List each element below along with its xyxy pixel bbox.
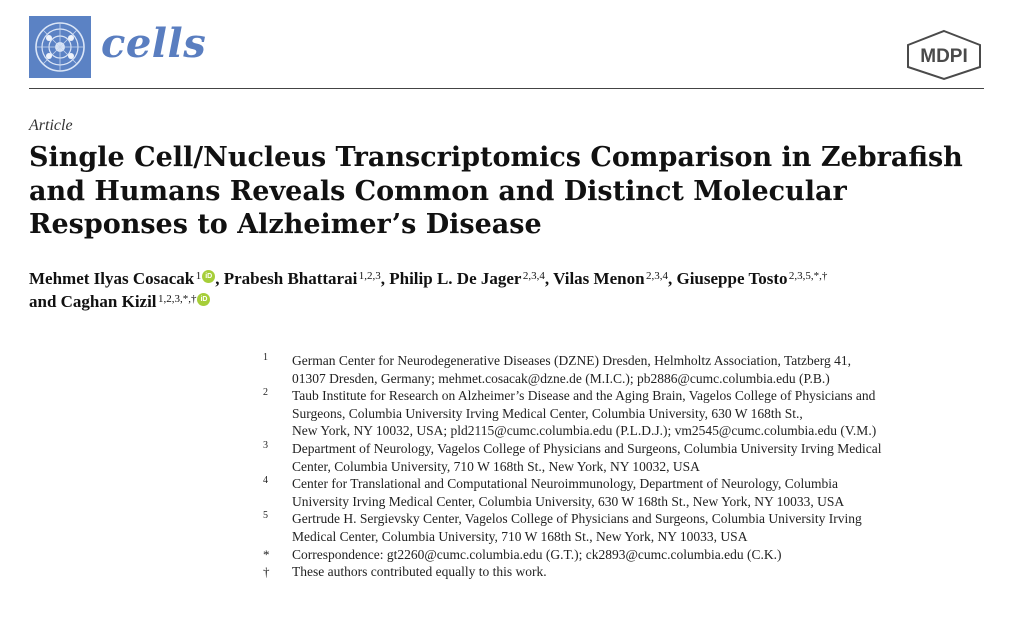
equal-contribution-mark: † <box>263 564 270 580</box>
orcid-icon[interactable]: iD <box>202 270 215 283</box>
author-affiliation-sup: 1,2,3 <box>358 270 381 282</box>
author-affiliation-sup: 1 <box>195 270 202 282</box>
author-name[interactable]: Philip L. De Jager <box>389 269 522 288</box>
affiliation-number: 4 <box>263 475 268 487</box>
affiliation-list <box>263 352 1003 581</box>
mdpi-logo[interactable] <box>904 29 984 81</box>
affiliation-number: 5 <box>263 510 268 522</box>
affiliation-text: German Center for Neurodegenerative Diseases (DZNE) Dresden, Helmholtz Association, Tatzberg 41, 01307 Dresden, Germany; mehmet.cosacak@dzne.de (M.I.C.); pb2886@cumc.columbia.edu (P.B.) <box>292 353 851 386</box>
author-line <box>29 290 999 313</box>
affiliation-text: Department of Neurology, Vagelos College of Physicians and Surgeons, Columbia University Irving Medical Center, Columbia University, 710 W 168th St., New York, NY 10032, USA <box>292 440 882 474</box>
author-name[interactable]: and Caghan Kizil <box>29 292 157 311</box>
affiliation-item <box>263 475 1003 510</box>
author-name[interactable]: Giuseppe Tosto <box>676 269 788 288</box>
article-title <box>29 141 989 242</box>
correspondence-item <box>263 546 1003 564</box>
affiliation-item <box>263 510 1003 545</box>
orcid-icon[interactable]: iD <box>197 293 210 306</box>
author-line: Mehmet Ilyas Cosacak $^1$ iD , Prabesh Bhattarai $^{1,2,3}$, Philip L. De Jager $^{2,3,4}$, Vilas Menon $^{2,3,4}$, Giuseppe Tosto $^{2,3,5,*,\dagger}$ <box>29 269 828 288</box>
mdpi-logo-text: MDPI <box>920 46 968 67</box>
author-affiliation-sup: 2,3,4 <box>522 270 545 282</box>
title-line: Single Cell/Nucleus Transcriptomics Comparison in Zebrafish <box>29 142 963 173</box>
affiliation-number: 2 <box>263 387 268 399</box>
title-line: and Humans Reveals Common and Distinct Molecular <box>29 175 847 207</box>
author-name[interactable]: Prabesh Bhattarai <box>223 269 358 288</box>
journal-header <box>29 16 984 88</box>
affiliation-item <box>263 387 1003 440</box>
equal-contribution-text: These authors contributed equally to this work. <box>292 564 547 580</box>
author-name[interactable]: Mehmet Ilyas Cosacak <box>29 269 195 288</box>
author-affiliation-sup: 1,2,3,*,† <box>157 293 197 305</box>
equal-contribution-item <box>263 563 1003 581</box>
affiliation-number: 3 <box>263 439 268 451</box>
author-affiliation-sup: 2,3,4 <box>645 270 668 282</box>
affiliation-item <box>263 352 1003 387</box>
affiliation-item <box>263 440 1003 475</box>
correspondence-mark: * <box>263 546 270 562</box>
article-type: Article <box>29 117 73 134</box>
author-name[interactable]: Vilas Menon <box>553 269 645 288</box>
author-list <box>29 267 999 313</box>
header-divider <box>29 88 984 89</box>
affiliation-number: 1 <box>263 352 268 363</box>
affiliation-text: Gertrude H. Sergievsky Center, Vagelos College of Physicians and Surgeons, Columbia University Irving Medical Center, Columbia University, 710 W 168th St., New York, NY 10033, USA <box>292 511 862 544</box>
correspondence-text: Correspondence: gt2260@cumc.columbia.edu (G.T.); ck2893@cumc.columbia.edu (C.K.) <box>292 546 782 562</box>
title-line: Responses to Alzheimer’s Disease <box>29 209 542 240</box>
affiliation-text: Taub Institute for Research on Alzheimer’s Disease and the Aging Brain, Vagelos College of Physicians and Surgeons, Columbia University Irving Medical Center, Columbia University, 630 W 168th St., New York, NY 10032, USA; pld2115@cumc.columbia.edu (P.L.D.J.); vm2545@cumc.columbia.edu (V.M.) <box>292 388 877 439</box>
journal-name[interactable]: cells <box>101 20 207 67</box>
author-affiliation-sup: 2,3,5,*,† <box>788 270 828 282</box>
affiliation-text: Center for Translational and Computational Neuroimmunology, Department of Neurology, Columbia University Irving Medical Center, Columbia University, 630 W 168th St., New York, NY 10033, USA <box>292 476 845 509</box>
cells-journal-icon[interactable] <box>29 16 91 78</box>
